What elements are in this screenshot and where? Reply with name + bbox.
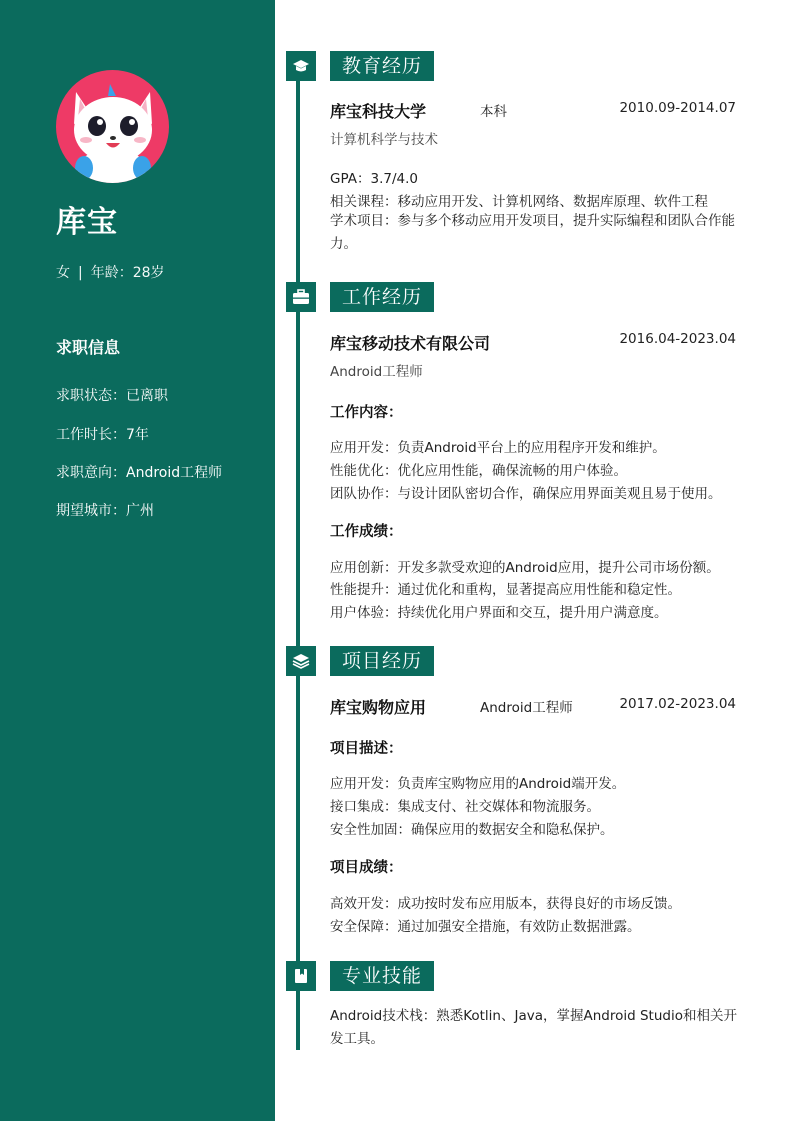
edu-projects: 学术项目：参与多个移动应用开发项目，提升实际编程和团队合作能力。 — [330, 213, 735, 252]
project-desc-item: 接口集成：集成支付、社交媒体和物流服务。 — [330, 799, 600, 815]
skills-text: Android技术栈：熟悉Kotlin、Java，掌握Android Studio和相关开发工具。 — [330, 1008, 737, 1047]
candidate-name: 库宝 — [56, 205, 118, 240]
work-section-icon — [286, 282, 316, 312]
job-status: 求职状态：已离职 — [56, 388, 168, 404]
edu-period: 2010.09-2014.07 — [619, 100, 736, 116]
cat-mascot-icon — [56, 70, 169, 183]
gender: 女 — [56, 265, 70, 281]
project-result-item: 高效开发：成功按时发布应用版本，获得良好的市场反馈。 — [330, 896, 681, 912]
age: 年龄：28岁 — [90, 265, 165, 281]
project-desc-item: 安全性加固：确保应用的数据安全和隐私保护。 — [330, 822, 614, 838]
edu-gpa: GPA：3.7/4.0 — [330, 171, 418, 187]
sidebar — [0, 0, 275, 1121]
skills-section-icon — [286, 961, 316, 991]
work-content-item: 应用开发：负责Android平台上的应用程序开发和维护。 — [330, 440, 666, 456]
edu-school: 库宝科技大学 — [330, 102, 427, 121]
job-years: 工作时长：7年 — [56, 427, 149, 443]
edu-major: 计算机科学与技术 — [330, 132, 438, 148]
job-info-title: 求职信息 — [56, 338, 121, 357]
project-heading: 项目经历 — [330, 646, 434, 676]
edu-degree: 本科 — [480, 104, 507, 120]
work-content-item: 性能优化：优化应用性能，确保流畅的用户体验。 — [330, 463, 627, 479]
graduation-cap-icon — [292, 59, 310, 73]
layers-icon — [292, 653, 310, 669]
project-results-title: 项目成绩： — [330, 860, 403, 876]
education-heading: 教育经历 — [330, 51, 434, 81]
avatar — [56, 70, 169, 183]
basic-info — [56, 262, 165, 282]
job-city: 期望城市：广州 — [56, 503, 154, 519]
separator: | — [78, 265, 83, 281]
project-period: 2017.02-2023.04 — [619, 696, 736, 712]
work-content-title: 工作内容： — [330, 405, 403, 421]
skills-heading: 专业技能 — [330, 961, 434, 991]
education-section-icon — [286, 51, 316, 81]
work-results-title: 工作成绩： — [330, 524, 403, 540]
project-role: Android工程师 — [480, 700, 573, 716]
work-result-item: 用户体验：持续优化用户界面和交互，提升用户满意度。 — [330, 605, 668, 621]
work-content-item: 团队协作：与设计团队密切合作，确保应用界面美观且易于使用。 — [330, 486, 722, 502]
briefcase-icon — [292, 289, 310, 305]
work-role: Android工程师 — [330, 364, 423, 380]
project-name: 库宝购物应用 — [330, 698, 427, 717]
project-desc-item: 应用开发：负责库宝购物应用的Android端开发。 — [330, 776, 626, 792]
project-result-item: 安全保障：通过加强安全措施，有效防止数据泄露。 — [330, 919, 641, 935]
work-result-item: 应用创新：开发多款受欢迎的Android应用，提升公司市场份额。 — [330, 560, 720, 576]
timeline-line — [296, 62, 300, 1050]
job-intent: 求职意向：Android工程师 — [56, 465, 223, 481]
project-section-icon — [286, 646, 316, 676]
edu-courses: 相关课程：移动应用开发、计算机网络、数据库原理、软件工程 — [330, 194, 708, 210]
project-desc-title: 项目描述： — [330, 741, 403, 757]
work-result-item: 性能提升：通过优化和重构，显著提高应用性能和稳定性。 — [330, 582, 681, 598]
work-period: 2016.04-2023.04 — [619, 331, 736, 347]
book-icon — [293, 968, 309, 984]
work-company: 库宝移动技术有限公司 — [330, 334, 491, 353]
work-heading: 工作经历 — [330, 282, 434, 312]
